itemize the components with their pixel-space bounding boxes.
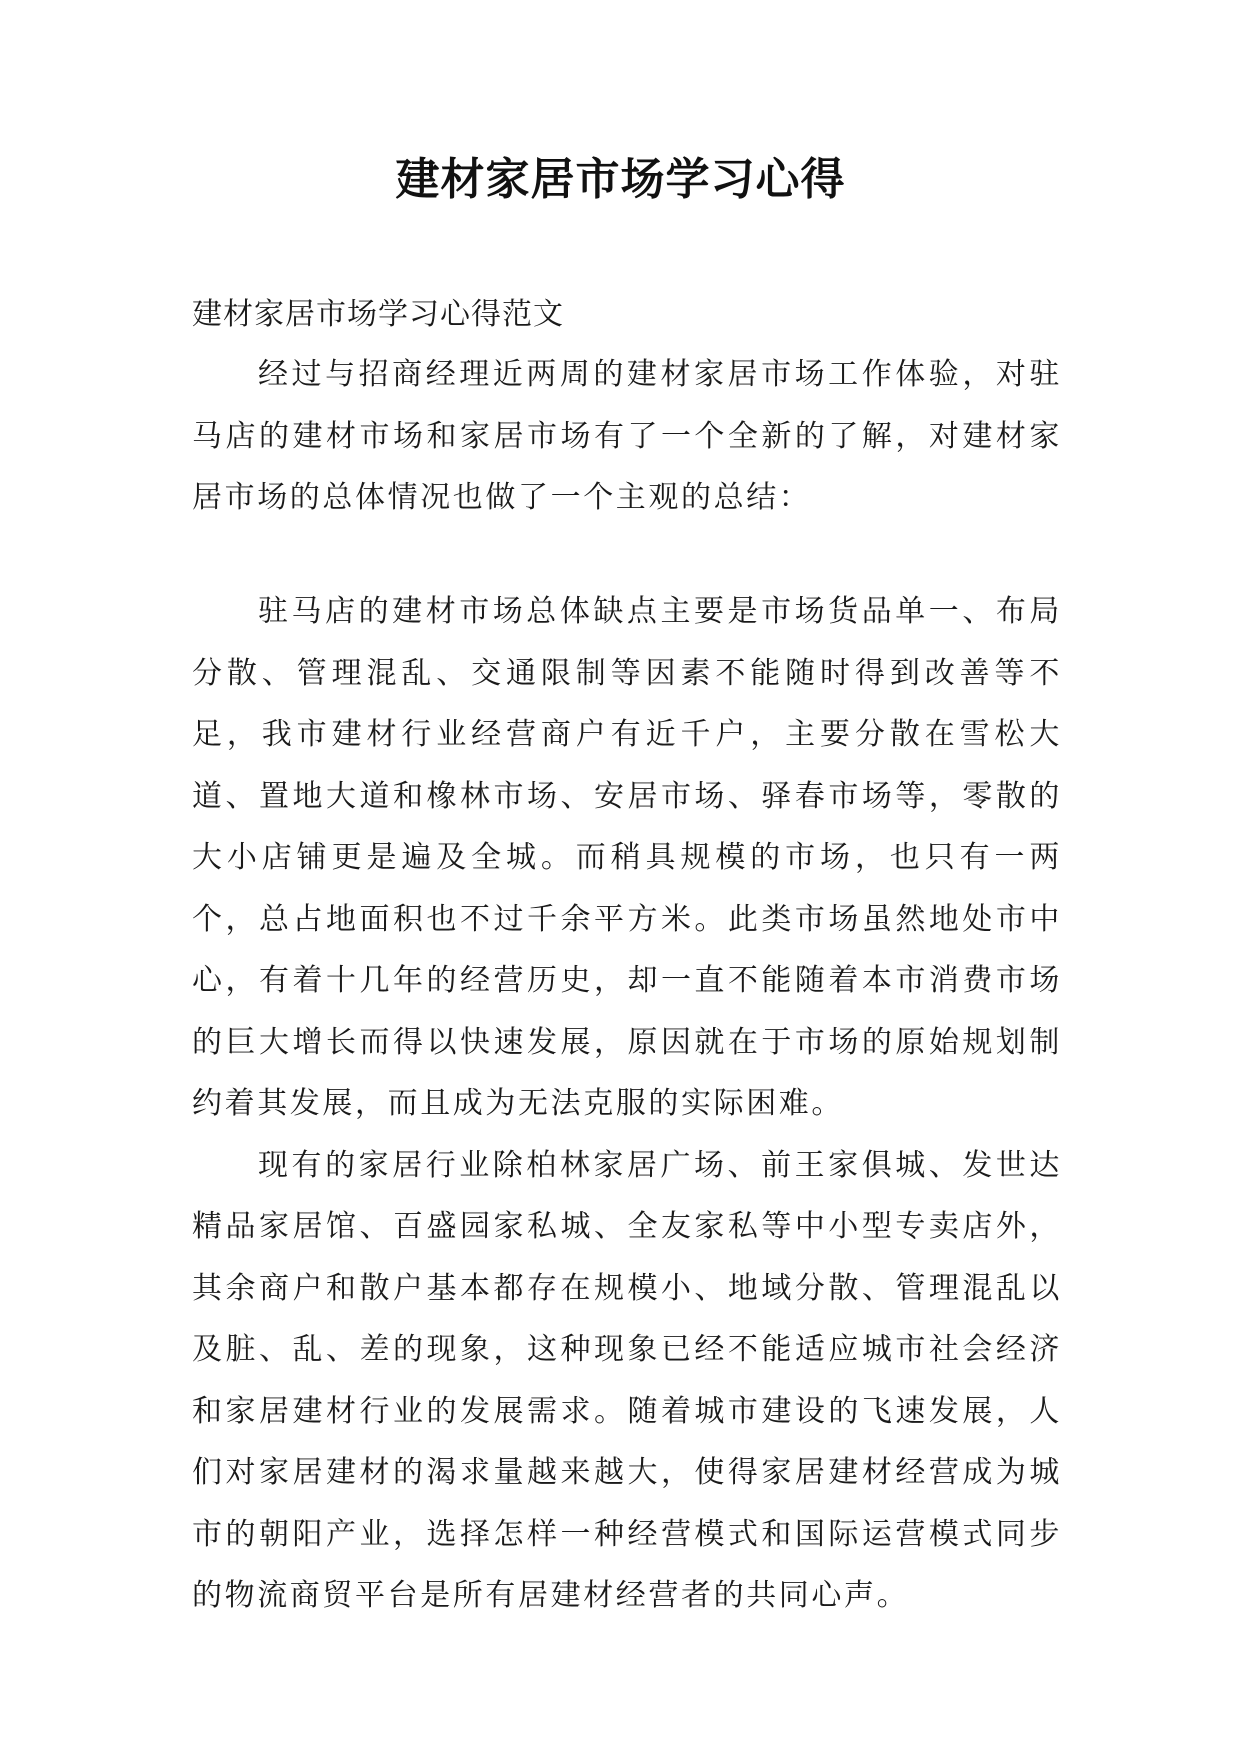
document-title: 建材家居市场学习心得 — [395, 154, 846, 205]
intro-block — [192, 344, 1062, 529]
document-subtitle: 建材家居市场学习心得范文 — [192, 297, 564, 332]
paragraph-building-materials: 驻马店的建材市场总体缺点主要是市场货品单一、布局分散、管理混乱、交通限制等因素不能随时得到改善等不足，我市建材行业经营商户有近千户，主要分散在雪松大道、置地大道和橡林市场、安居市场、驿春市场等，零散的大小店铺更是遍及全城。而稍具规模的市场，也只有一两个，总占地面积也不过千余平方米。此类市场虽然地处市中心，有着十几年的经营历史，却一直不能随着本市消费市场的巨大增长而得以快速发展，原因就在于市场的原始规划制约着其发展，而且成为无法克服的实际困难。 — [192, 594, 1062, 1121]
main-block — [192, 581, 1062, 1627]
paragraph-home-furnishing: 现有的家居行业除柏林家居广场、前王家俱城、发世达精品家居馆、百盛园家私城、全友家私等中小型专卖店外，其余商户和散户基本都存在规模小、地域分散、管理混乱以及脏、乱、差的现象，这种现象已经不能适应城市社会经济和家居建材行业的发展需求。随着城市建设的飞速发展，人们对家居建材的渴求量越来越大，使得家居建材经营成为城市的朝阳产业，选择怎样一种经营模式和国际运营模式同步的物流商贸平台是所有居建材经营者的共同心声。 — [192, 1147, 1062, 1613]
paragraph-intro: 经过与招商经理近两周的建材家居市场工作体验，对驻马店的建材市场和家居市场有了一个全新的了解，对建材家居市场的总体情况也做了一个主观的总结： — [192, 357, 1062, 515]
